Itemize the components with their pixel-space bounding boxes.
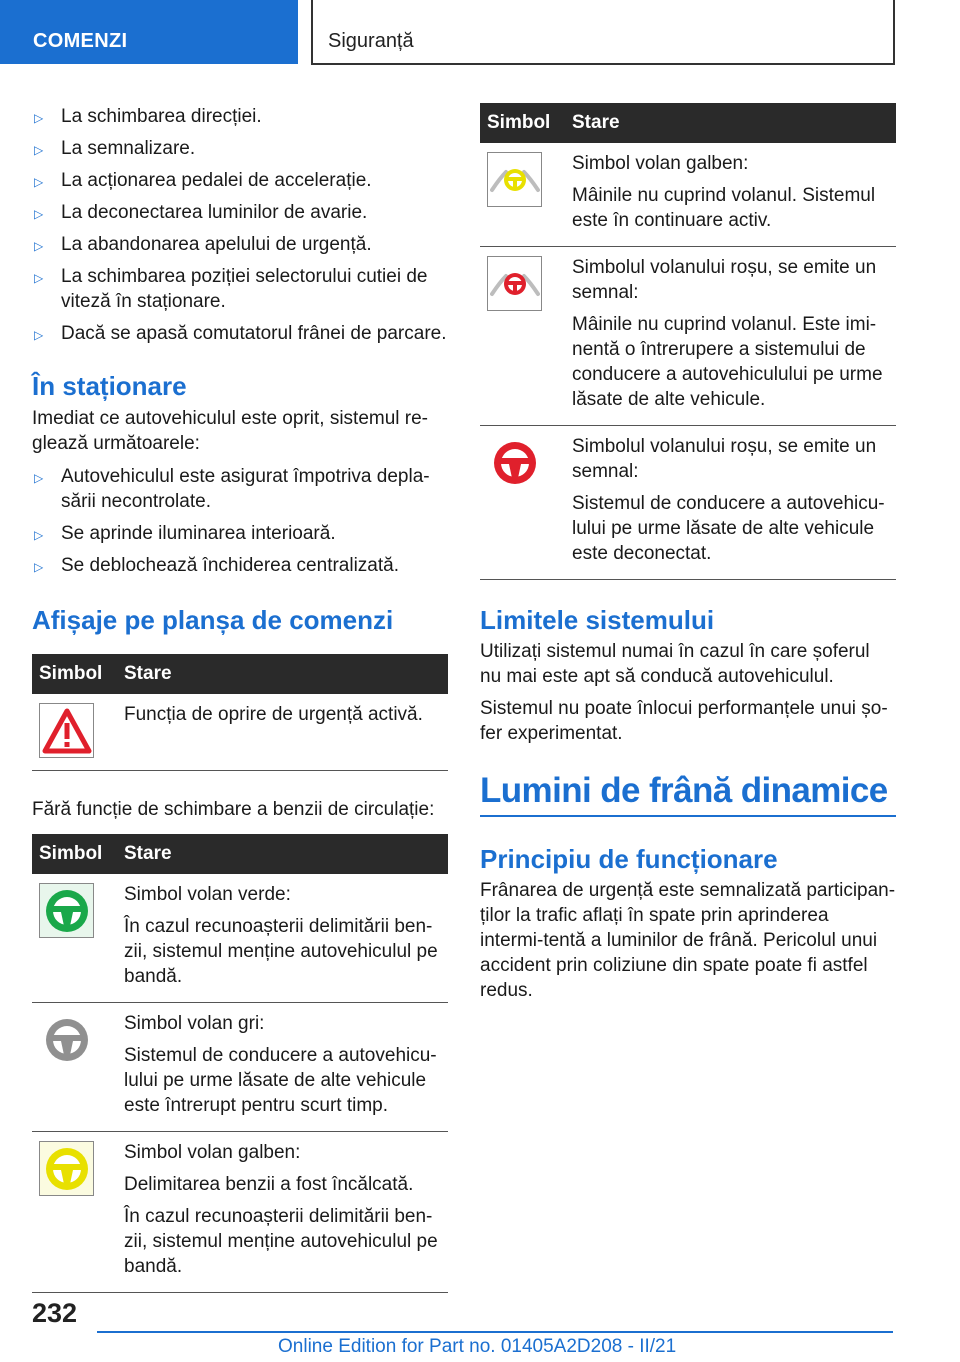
symbol-table-emergency [32, 654, 448, 771]
table-row [32, 1132, 448, 1293]
symbol-table-lane [32, 834, 448, 1293]
page-number: 232 [32, 1298, 78, 1328]
table-row [32, 694, 448, 771]
list-item: ▷ Se aprinde iluminarea interioară. [32, 521, 448, 546]
bullet-triangle-icon: ▷ [34, 207, 44, 221]
list-item: ▷ Autovehiculul este asigurat împotriva depla-sării necontrolate. [34, 466, 430, 512]
steering-wheel-red-icon [487, 435, 542, 490]
table-row [480, 426, 896, 580]
column-header-state: Stare [568, 103, 896, 143]
steering-wheel-grey-icon [39, 1012, 94, 1067]
heading-stationare: În staționare [32, 371, 187, 401]
bullet-triangle-icon: ▷ [34, 143, 44, 157]
column-header-symbol: Simbol [32, 834, 120, 874]
table-row [480, 247, 896, 426]
list-item: ▷ La schimbarea poziției selectorului cutiei de viteză în staționare. [34, 266, 428, 312]
list-item: ▷ La schimbarea direcției. [32, 104, 448, 129]
paragraph-limitele-1: Utilizați sistemul numai în cazul în care șoferul nu mai este apt să conducă autovehiculul. [480, 641, 870, 687]
column-header-state: Stare [120, 654, 448, 694]
chapter-title: COMENZI [33, 30, 128, 52]
hands-on-wheel-yellow-icon [487, 152, 542, 207]
steering-wheel-green-icon [39, 883, 94, 938]
bullet-list-conditions [32, 104, 448, 346]
table-header-row [32, 834, 448, 874]
table-header-row [32, 654, 448, 694]
column-header-state: Stare [120, 834, 448, 874]
section-title: Siguranță [328, 30, 414, 52]
state-text: Mâinile nu cuprind volanul. Sistemul este în continuare activ. [572, 185, 876, 231]
list-item: ▷ La semnalizare. [32, 136, 448, 161]
heading-limitele: Limitele sistemului [480, 605, 715, 635]
column-header-symbol: Simbol [480, 103, 568, 143]
heading-afisaje: Afișaje pe planșa de comenzi [32, 605, 394, 635]
paragraph-fara-schimbare: Fără funcție de schimbare a benzii de circulație: [32, 799, 435, 820]
list-item: ▷ Dacă se apasă comutatorul frânei de parcare. [32, 321, 448, 346]
bullet-triangle-icon: ▷ [34, 560, 44, 574]
hands-on-wheel-red-icon [487, 256, 542, 311]
section-header [311, 0, 895, 65]
state-text: Simbolul volanului roșu, se emite un semnal: [572, 257, 877, 303]
right-column [480, 103, 896, 1003]
bullet-triangle-icon: ▷ [34, 471, 44, 485]
bullet-triangle-icon: ▷ [34, 528, 44, 542]
column-header-symbol: Simbol [32, 654, 120, 694]
state-text: Funcția de oprire de urgență activă. [124, 704, 423, 725]
paragraph-principiu: Frânarea de urgență este semnalizată participan-ților la trafic aflați în spate prin aprinderea intermi-tentă a luminilor de frână. Pericolul unui accident prin coliziune din spate poate fi astfel redus. [480, 880, 896, 1001]
footer-edition: Online Edition for Part no. 01405A2D208 - II/21 [278, 1336, 677, 1357]
state-text: Simbol volan verde: [124, 884, 291, 905]
list-item: ▷ La acționarea pedalei de accelerație. [32, 168, 448, 193]
warning-triangle-icon [39, 703, 94, 758]
heading-rule [480, 815, 896, 817]
bullet-triangle-icon: ▷ [34, 111, 44, 125]
heading-lumini: Lumini de frână dinamice [480, 771, 888, 810]
state-text: Sistemul de conducere a autovehicu-lului pe urme lăsate de alte vehicule este întrerupt pentru scurt timp. [124, 1045, 437, 1116]
bullet-triangle-icon: ▷ [34, 175, 44, 189]
state-text: Simbol volan gri: [124, 1013, 265, 1034]
state-text: Simbol volan galben: [124, 1142, 301, 1163]
heading-principiu: Principiu de funcționare [480, 844, 778, 874]
list-item: ▷ La abandonarea apelului de urgență. [32, 232, 448, 257]
state-text: Simbolul volanului roșu, se emite un semnal: [572, 436, 877, 482]
footer-rule [97, 1331, 893, 1333]
state-text: Simbol volan galben: [572, 153, 749, 174]
chapter-tab [0, 0, 298, 64]
state-text: Mâinile nu cuprind volanul. Este imi-nentă o întrerupere a sistemului de conducere a autovehiculului pe urme lăsate de alte vehicule. [572, 314, 883, 410]
symbol-table-hands-on [480, 103, 896, 580]
table-row [32, 1003, 448, 1132]
state-text: Sistemul de conducere a autovehicu-lului pe urme lăsate de alte vehicule este deconectat. [572, 493, 885, 564]
list-item: ▷ Se deblochează închiderea centralizată. [32, 553, 448, 578]
table-header-row [480, 103, 896, 143]
bullet-triangle-icon: ▷ [34, 239, 44, 253]
steering-wheel-yellow-icon [39, 1141, 94, 1196]
bullet-triangle-icon: ▷ [34, 271, 44, 285]
bullet-list-stationare [32, 464, 448, 578]
state-text: În cazul recunoașterii delimitării ben-zii, sistemul menține autovehiculul pe bandă. [124, 1206, 438, 1277]
paragraph-limitele-2: Sistemul nu poate înlocui performanțele unui șo-fer experimentat. [480, 698, 888, 744]
state-text: În cazul recunoașterii delimitării ben-zii, sistemul menține autovehiculul pe bandă. [124, 916, 438, 987]
list-item: ▷ La deconectarea luminilor de avarie. [32, 200, 448, 225]
state-text: Delimitarea benzii a fost încălcată. [124, 1174, 414, 1195]
table-row [480, 143, 896, 247]
paragraph-stationare: Imediat ce autovehiculul este oprit, sistemul re-glează următoarele: [32, 408, 429, 454]
table-row [32, 874, 448, 1003]
left-column [32, 100, 448, 1293]
bullet-triangle-icon: ▷ [34, 328, 44, 342]
